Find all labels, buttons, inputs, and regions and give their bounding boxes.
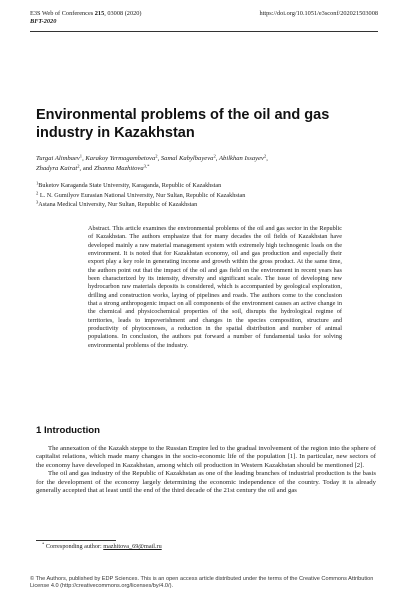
paragraph: The oil and gas industry of the Republic of Kazakhstan as one of the leading branches of industrial production is the basis for the development of the economy largely determining the economic independence of the country. Today it is already generally accepted that at least until the end of the third decade of the 21st century the oil and gas	[36, 470, 376, 495]
affiliation-list	[36, 181, 376, 210]
header-line	[30, 10, 378, 18]
body-text	[36, 445, 376, 496]
journal-volume: 215	[94, 10, 105, 17]
paper-title: Environmental problems of the oil and gas industry in Kazakhstan	[36, 107, 330, 141]
conference-name: BFT-2020	[30, 18, 57, 25]
page-header	[30, 10, 378, 32]
header-divider	[30, 31, 378, 32]
section-heading: 1 Introduction	[36, 425, 100, 436]
paragraph: The annexation of the Kazakh steppe to the Russian Empire led to the gradual involvement of the region into the sphere of capitalist relations, which made many changes in the socio-economic life of the population [1]. In particular, new sectors of the economy have developed in Kazakhstan, among which oil production in Western Kazakhstan should be mentioned [2].	[36, 445, 376, 469]
author-name: Zhanna Mazhitova	[93, 164, 144, 172]
email-link[interactable]: mazhitova_69@mail.ru	[103, 543, 162, 550]
author-name: Zhadyra Kairat	[36, 164, 78, 172]
author-name: Karakoy Yermagambetova	[85, 155, 156, 162]
doi-link[interactable]: https://doi.org/10.1051/e3sconf/202021503008	[259, 10, 378, 17]
author-name: Abilkhan Issayev	[219, 155, 264, 162]
affiliation-item: $^1$Buketov Karaganda State University, Karaganda, Republic of Kazakhstan	[36, 180, 222, 189]
affiliation-item: $^2$ L. N. Gumilyov Eurasian National University, Nur Sultan, Republic of Kazakhstan	[36, 190, 246, 199]
license-notice: © The Authors, published by EDP Sciences. This is an open access article distributed under the terms of the Creative Commons Attribution License 4.0 (http://creativecommons.org/licenses/by/4.0/).	[30, 576, 374, 590]
journal-citation: E3S Web of Conferences 215, 03008 (2020)	[30, 10, 142, 17]
abstract: Abstract. This article examines the environmental problems of the oil and gas sector in the Republic of Kazakhstan. The authors emphasize that for many decades the oil fields of Kazakhstan have developed mainly a raw material management system with extremely high technogenic loads on the environment. It is noted that for Kazakhstan economy, oil and gas production and especially their export play a key role in generating income and growth within the gross product. At the same time, the authors point out that the impact of the oil and gas field on the environment in recent years has been characterized by its intensity, diversity and significant scale. The issue of developing new hydrocarbon raw materials deposits is considered, which is accompanied by geological exploration, drilling and construction works, laying of pipelines and roads. The authors come to the conclusion that a strong anthropogenic impact on all components of the environment causes an active change in the chemical and physicochemical properties of the soil, disrupts the hydrological regime of territories, leads to impoverishment and changes in the species composition, structure and productivity of phytocenoses, a reduction in the spatial distribution and number of animal populations. In conclusion, the authors put forward a number of fundamental tasks for solving environmental problems of the industry.	[88, 225, 342, 349]
author-name: Samal Kabylbayeva	[160, 155, 214, 162]
affiliation-item: $^3$Astana Medical University, Nur Sultan, Republic of Kazakhstan	[36, 199, 198, 209]
footnote: * Corresponding author: mazhitova_69@mail.ru	[42, 541, 162, 550]
author-list: Turgai Alimbaev$^1$, Karakoy Yermagambetova$^2$, Samal Kabylbayeva$^2$, Abilkhan Issayev$^2$, Zhadyra Kairat$^2$, and Zhanna Mazhitova$^{3,*}$	[36, 153, 268, 172]
author-name: Turgai Alimbaev	[36, 155, 80, 162]
footnote-divider	[36, 540, 116, 541]
